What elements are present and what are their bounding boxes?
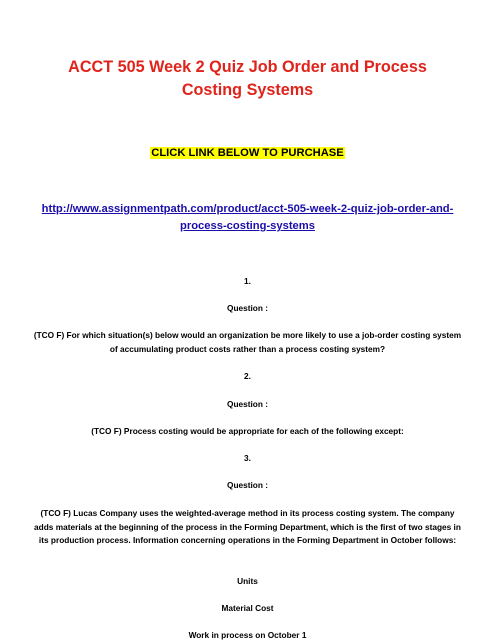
units-label: Units — [237, 576, 258, 586]
question-3-text: (TCO F) Lucas Company uses the weighted-average method in its process costing system. The company adds materials at the beginning of the process in the Forming Department, which is the first of two stages in its production process. Information concerning operations in the Forming Department in October follows: — [34, 508, 461, 545]
purchase-callout-text: CLICK LINK BELOW TO PURCHASE — [151, 147, 344, 159]
question-1-text: (TCO F) For which situation(s) below would an organization be more likely to use a job-order costing system of accumulating product costs rather than a process costing system? — [33, 330, 462, 354]
question-3-label: Question : — [226, 480, 269, 490]
question-2-text: (TCO F) Process costing would be appropriate for each of the following except: — [91, 426, 404, 436]
product-link[interactable]: http://www.assignmentpath.com/product/acct-505-week-2-quiz-job-order-and-process-costing-systems — [41, 203, 454, 232]
question-3-number: 3. — [244, 453, 251, 463]
document-title: ACCT 505 Week 2 Quiz Job Order and Process Costing Systems — [68, 58, 427, 99]
question-1-label: Question : — [226, 303, 269, 313]
question-1-number: 1. — [244, 276, 251, 286]
question-2-number: 2. — [244, 371, 251, 381]
purchase-callout — [0, 146, 495, 161]
wip-label: Work in process on October 1 — [188, 630, 307, 640]
question-2-label: Question : — [226, 399, 269, 409]
material-cost-label: Material Cost — [221, 603, 274, 613]
